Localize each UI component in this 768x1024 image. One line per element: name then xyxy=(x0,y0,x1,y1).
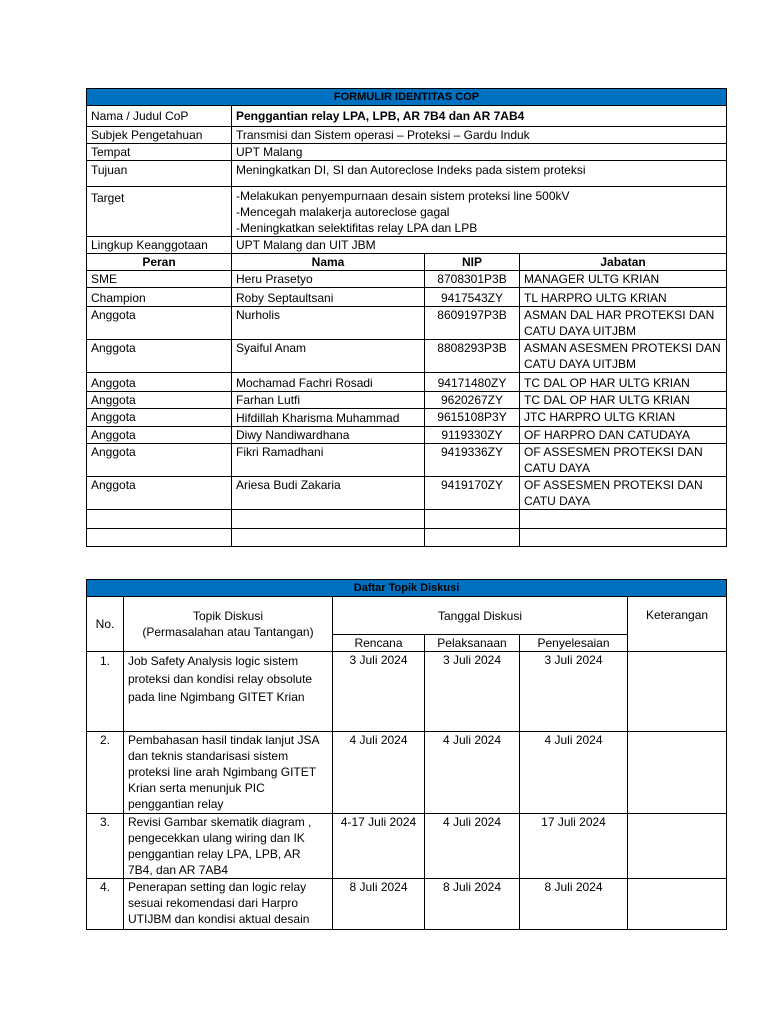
tujuan-value: Meningkatkan DI, SI dan Autoreclose Indeks pada sistem proteksi xyxy=(232,161,727,187)
member-nip: 9615108P3Y xyxy=(425,409,520,427)
member-jabatan: MANAGER ULTG KRIAN xyxy=(520,271,727,288)
target-line: -Mencegah malakerja autoreclose gagal xyxy=(236,205,450,219)
member-peran: Anggota xyxy=(87,307,232,340)
identity-form-title: FORMULIR IDENTITAS COP xyxy=(87,89,727,106)
topic-pelaksanaan: 8 Juli 2024 xyxy=(425,879,520,930)
member-peran: Anggota xyxy=(87,409,232,427)
member-row xyxy=(87,392,727,409)
topic-penyelesaian: 8 Juli 2024 xyxy=(520,879,628,930)
member-nama: Farhan Lutfi xyxy=(232,392,425,409)
topik-header xyxy=(124,597,333,652)
member-peran: Anggota xyxy=(87,373,232,392)
subjek-label: Subjek Pengetahuan xyxy=(87,127,232,144)
topic-pelaksanaan: 4 Juli 2024 xyxy=(425,732,520,814)
topic-penyelesaian: 17 Juli 2024 xyxy=(520,814,628,879)
member-nama: Syaiful Anam xyxy=(232,340,425,373)
member-jabatan: OF ASSESMEN PROTEKSI DAN CATU DAYA xyxy=(520,477,727,510)
member-nip: 9417543ZY xyxy=(425,288,520,307)
topic-keterangan xyxy=(628,814,727,879)
member-nama: Fikri Ramadhani xyxy=(232,444,425,477)
member-row xyxy=(87,477,727,510)
member-nama: Diwy Nandiwardhana xyxy=(232,427,425,444)
topic-rencana: 8 Juli 2024 xyxy=(333,879,425,930)
tempat-label: Tempat xyxy=(87,144,232,161)
nama-header: Nama xyxy=(232,254,425,271)
tujuan-label: Tujuan xyxy=(87,161,232,187)
target-line: -Meningkatkan selektifitas relay LPA dan LPB xyxy=(236,221,478,235)
empty-row xyxy=(87,529,727,547)
member-row xyxy=(87,444,727,477)
identity-form-table xyxy=(86,88,727,547)
topic-keterangan xyxy=(628,652,727,732)
lingkup-label: Lingkup Keanggotaan xyxy=(87,237,232,254)
member-jabatan: ASMAN DAL HAR PROTEKSI DAN CATU DAYA UITJBM xyxy=(520,307,727,340)
member-peran: Anggota xyxy=(87,340,232,373)
penyelesaian-header: Penyelesaian xyxy=(520,635,628,652)
topic-row xyxy=(87,879,727,930)
topic-rencana: 4 Juli 2024 xyxy=(333,732,425,814)
topics-table xyxy=(86,579,727,930)
member-jabatan: OF HARPRO DAN CATUDAYA xyxy=(520,427,727,444)
member-jabatan: TC DAL OP HAR ULTG KRIAN xyxy=(520,373,727,392)
member-nama: Mochamad Fachri Rosadi xyxy=(232,373,425,392)
member-row xyxy=(87,271,727,288)
target-line: -Melakukan penyempurnaan desain sistem proteksi line 500kV xyxy=(236,189,570,203)
member-row xyxy=(87,373,727,392)
member-peran: SME xyxy=(87,271,232,288)
member-jabatan: ASMAN ASESMEN PROTEKSI DAN CATU DAYA UITJBM xyxy=(520,340,727,373)
topic-rencana: 3 Juli 2024 xyxy=(333,652,425,732)
member-peran: Anggota xyxy=(87,392,232,409)
member-jabatan: TL HARPRO ULTG KRIAN xyxy=(520,288,727,307)
member-nip: 8808293P3B xyxy=(425,340,520,373)
topic-row xyxy=(87,814,727,879)
topic-row xyxy=(87,652,727,732)
topic-text: Pembahasan hasil tindak lanjut JSA dan teknis standarisasi sistem proteksi line arah Ngimbang GITET Krian serta menunjuk PIC penggantian relay xyxy=(124,732,333,814)
member-nip: 8609197P3B xyxy=(425,307,520,340)
tanggal-header: Tanggal Diskusi xyxy=(333,597,628,635)
topic-pelaksanaan: 4 Juli 2024 xyxy=(425,814,520,879)
pelaksanaan-header: Pelaksanaan xyxy=(425,635,520,652)
nama-label: Nama / Judul CoP xyxy=(87,106,232,127)
member-nama: Hifdillah Kharisma Muhammad xyxy=(232,409,425,427)
member-nip: 9419170ZY xyxy=(425,477,520,510)
topic-pelaksanaan: 3 Juli 2024 xyxy=(425,652,520,732)
no-header: No. xyxy=(87,597,124,652)
member-nip: 94171480ZY xyxy=(425,373,520,392)
nip-header: NIP xyxy=(425,254,520,271)
jabatan-header: Jabatan xyxy=(520,254,727,271)
topics-title: Daftar Topik Diskusi xyxy=(87,580,727,597)
member-nip: 9119330ZY xyxy=(425,427,520,444)
rencana-header: Rencana xyxy=(333,635,425,652)
topic-penyelesaian: 4 Juli 2024 xyxy=(520,732,628,814)
lingkup-value: UPT Malang dan UIT JBM xyxy=(232,237,727,254)
member-peran: Anggota xyxy=(87,477,232,510)
topic-text: Penerapan setting dan logic relay sesuai rekomendasi dari Harpro UTIJBM dan kondisi aktual desain xyxy=(124,879,333,930)
target-value xyxy=(232,187,727,237)
member-row xyxy=(87,340,727,373)
tempat-value: UPT Malang xyxy=(232,144,727,161)
member-nama: Ariesa Budi Zakaria xyxy=(232,477,425,510)
keterangan-header: Keterangan xyxy=(628,597,727,652)
member-row xyxy=(87,427,727,444)
member-nama: Heru Prasetyo xyxy=(232,271,425,288)
topic-text: Job Safety Analysis logic sistem proteksi dan kondisi relay obsolute pada line Ngimbang GITET Krian xyxy=(124,652,333,732)
empty-row xyxy=(87,510,727,529)
target-label: Target xyxy=(87,187,232,237)
member-jabatan: OF ASSESMEN PROTEKSI DAN CATU DAYA xyxy=(520,444,727,477)
nama-value: Penggantian relay LPA, LPB, AR 7B4 dan AR 7AB4 xyxy=(232,106,727,127)
member-peran: Anggota xyxy=(87,427,232,444)
topic-keterangan xyxy=(628,732,727,814)
member-nip: 9620267ZY xyxy=(425,392,520,409)
topic-no: 4. xyxy=(87,879,124,930)
topic-no: 2. xyxy=(87,732,124,814)
member-row xyxy=(87,307,727,340)
member-row xyxy=(87,409,727,427)
member-peran: Anggota xyxy=(87,444,232,477)
topic-no: 1. xyxy=(87,652,124,732)
topik-header-sub: (Permasalahan atau Tantangan) xyxy=(142,625,314,639)
peran-header: Peran xyxy=(87,254,232,271)
member-jabatan: TC DAL OP HAR ULTG KRIAN xyxy=(520,392,727,409)
topic-no: 3. xyxy=(87,814,124,879)
topic-text: Revisi Gambar skematik diagram , pengecekkan ulang wiring dan IK penggantian relay LPA, LPB, AR 7B4, dan AR 7AB4 xyxy=(124,814,333,879)
member-nama: Roby Septaultsani xyxy=(232,288,425,307)
subjek-value: Transmisi dan Sistem operasi – Proteksi – Gardu Induk xyxy=(232,127,727,144)
topic-penyelesaian: 3 Juli 2024 xyxy=(520,652,628,732)
member-nip: 8708301P3B xyxy=(425,271,520,288)
topik-header-title: Topik Diskusi xyxy=(192,609,264,623)
member-nip: 9419336ZY xyxy=(425,444,520,477)
member-row xyxy=(87,288,727,307)
topic-row xyxy=(87,732,727,814)
member-jabatan: JTC HARPRO ULTG KRIAN xyxy=(520,409,727,427)
member-nama: Nurholis xyxy=(232,307,425,340)
topic-rencana: 4-17 Juli 2024 xyxy=(333,814,425,879)
topic-keterangan xyxy=(628,879,727,930)
member-peran: Champion xyxy=(87,288,232,307)
